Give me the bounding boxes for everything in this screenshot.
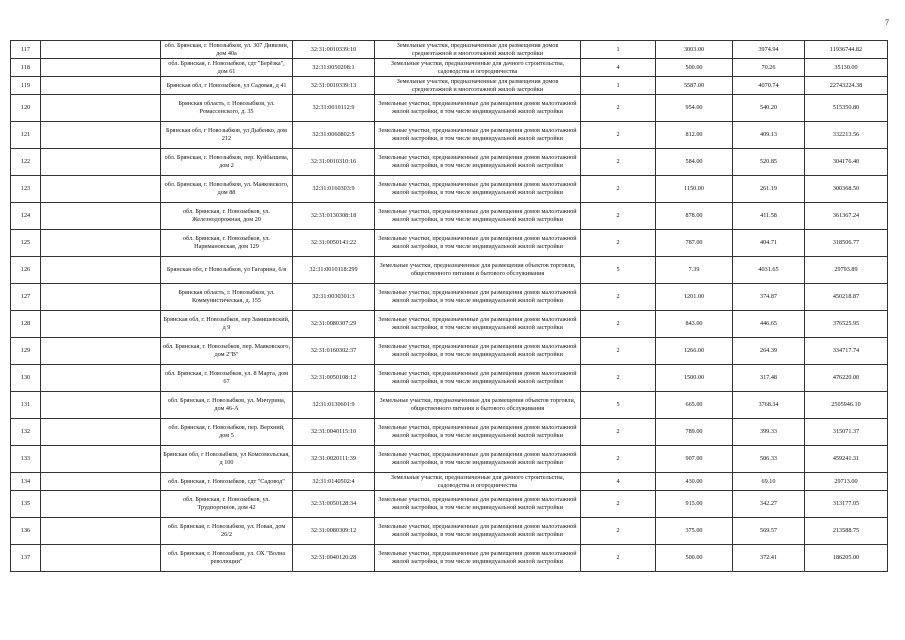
cadastral-number-cell: 32:31:0080309:12 — [293, 518, 375, 545]
cadastral-number-cell: 32:31:0010310:16 — [293, 149, 375, 176]
cadastral-value-cell: 29793.89 — [805, 257, 888, 284]
table-row — [11, 176, 888, 203]
group-cell: 2 — [581, 491, 656, 518]
page-number: 7 — [885, 18, 889, 27]
table-row — [11, 95, 888, 122]
specific-value-cell: 70.26 — [733, 59, 805, 77]
row-number-cell: 119 — [11, 77, 41, 95]
spacer-cell — [41, 473, 161, 491]
area-cell: 843.00 — [656, 311, 733, 338]
group-cell: 2 — [581, 95, 656, 122]
land-use-cell: Земельные участки, предназначенные для размещения домов среднеэтажной и многоэтажной жилой застройки — [375, 41, 581, 59]
land-use-cell: Земельные участки, предназначенные для размещения домов малоэтажной жилой застройки, в том числе индивидуальной жилой застройки — [375, 338, 581, 365]
address-cell: Брянская обл, г Новозыбков, ул Комсомольская, д 100 — [161, 446, 293, 473]
specific-value-cell: 342.27 — [733, 491, 805, 518]
spacer-cell — [41, 446, 161, 473]
cadastral-value-cell: 29713.00 — [805, 473, 888, 491]
spacer-cell — [41, 392, 161, 419]
table-row — [11, 491, 888, 518]
spacer-cell — [41, 95, 161, 122]
row-number-cell: 130 — [11, 365, 41, 392]
cadastral-number-cell: 32:31:0030301:3 — [293, 284, 375, 311]
spacer-cell — [41, 122, 161, 149]
cadastral-value-cell: 304176.40 — [805, 149, 888, 176]
table-row — [11, 473, 888, 491]
row-number-cell: 137 — [11, 545, 41, 572]
land-use-cell: Земельные участки, предназначенные для размещения домов малоэтажной жилой застройки, в том числе индивидуальной жилой застройки — [375, 284, 581, 311]
row-number-cell: 129 — [11, 338, 41, 365]
table-row — [11, 311, 888, 338]
table-body — [11, 41, 888, 572]
area-cell: 789.00 — [656, 419, 733, 446]
cadastral-value-cell: 332213.56 — [805, 122, 888, 149]
area-cell: 907.00 — [656, 446, 733, 473]
cadastral-value-cell: 22743224.38 — [805, 77, 888, 95]
row-number-cell: 126 — [11, 257, 41, 284]
cadastral-value-cell: 315071.37 — [805, 419, 888, 446]
cadastral-value-cell: 300368.50 — [805, 176, 888, 203]
land-use-cell: Земельные участки, предназначенные для размещения домов малоэтажной жилой застройки, в том числе индивидуальной жилой застройки — [375, 545, 581, 572]
group-cell: 2 — [581, 446, 656, 473]
land-use-cell: Земельные участки, предназначенные для дачного строительства, садоводства и огородничества — [375, 59, 581, 77]
cadastral-number-cell: 32:31:0130601:9 — [293, 392, 375, 419]
cadastral-value-cell: 476220.00 — [805, 365, 888, 392]
address-cell: Брянская обл, г. Новозыбков, пер Замишевский, д 9 — [161, 311, 293, 338]
cadastral-number-cell: 32:31:0010118:299 — [293, 257, 375, 284]
group-cell: 5 — [581, 392, 656, 419]
land-use-cell: Земельные участки, предназначенные для размещения домов малоэтажной жилой застройки, в том числе индивидуальной жилой застройки — [375, 365, 581, 392]
cadastral-value-cell: 450218.87 — [805, 284, 888, 311]
address-cell: Брянская обл, г Новозыбков, ул Дыбенко, дом 212 — [161, 122, 293, 149]
area-cell: 954.00 — [656, 95, 733, 122]
specific-value-cell: 3768.34 — [733, 392, 805, 419]
cadastral-number-cell: 32:31:0040120:28 — [293, 545, 375, 572]
group-cell: 5 — [581, 257, 656, 284]
row-number-cell: 120 — [11, 95, 41, 122]
land-use-cell: Земельные участки, предназначенные для размещения объектов торговли, общественного питания и бытового обслуживания — [375, 392, 581, 419]
specific-value-cell: 520.85 — [733, 149, 805, 176]
area-cell: 500.00 — [656, 59, 733, 77]
specific-value-cell: 409.13 — [733, 122, 805, 149]
address-cell: Брянская область, г. Новозыбков, ул. Ромассенского, д. 35 — [161, 95, 293, 122]
address-cell: обл. Брянская, г. Новозыбков, пер. Маяковского, дом 2"В" — [161, 338, 293, 365]
table-row — [11, 77, 888, 95]
group-cell: 4 — [581, 59, 656, 77]
spacer-cell — [41, 545, 161, 572]
area-cell: 7.39 — [656, 257, 733, 284]
group-cell: 2 — [581, 419, 656, 446]
row-number-cell: 122 — [11, 149, 41, 176]
spacer-cell — [41, 257, 161, 284]
table-row — [11, 203, 888, 230]
row-number-cell: 121 — [11, 122, 41, 149]
group-cell: 2 — [581, 518, 656, 545]
specific-value-cell: 404.71 — [733, 230, 805, 257]
spacer-cell — [41, 230, 161, 257]
cadastral-number-cell: 32:31:0060802:5 — [293, 122, 375, 149]
spacer-cell — [41, 518, 161, 545]
area-cell: 375.00 — [656, 518, 733, 545]
cadastral-number-cell: 32:31:0160303:9 — [293, 176, 375, 203]
cadastral-value-cell: 361367.24 — [805, 203, 888, 230]
specific-value-cell: 3974.94 — [733, 41, 805, 59]
cadastral-value-cell: 376525.95 — [805, 311, 888, 338]
specific-value-cell: 4031.65 — [733, 257, 805, 284]
address-cell: обл. Брянская, г. Новозыбков, ул. 8 Марта, дом 67 — [161, 365, 293, 392]
group-cell: 2 — [581, 230, 656, 257]
specific-value-cell: 264.39 — [733, 338, 805, 365]
specific-value-cell: 411.58 — [733, 203, 805, 230]
area-cell: 665.00 — [656, 392, 733, 419]
group-cell: 2 — [581, 365, 656, 392]
address-cell: обл. Брянская, г. Новозыбков, сдт "Садовод" — [161, 473, 293, 491]
area-cell: 3003.00 — [656, 41, 733, 59]
land-use-cell: Земельные участки, предназначенные для размещения домов малоэтажной жилой застройки, в том числе индивидуальной жилой застройки — [375, 95, 581, 122]
cadastral-number-cell: 32:31:0140502:4 — [293, 473, 375, 491]
cadastral-number-cell: 32:31:0160302:37 — [293, 338, 375, 365]
area-cell: 878.00 — [656, 203, 733, 230]
specific-value-cell: 261.19 — [733, 176, 805, 203]
row-number-cell: 124 — [11, 203, 41, 230]
land-use-cell: Земельные участки, предназначенные для размещения домов малоэтажной жилой застройки, в том числе индивидуальной жилой застройки — [375, 419, 581, 446]
cadastral-value-cell: 186205.00 — [805, 545, 888, 572]
table-row — [11, 41, 888, 59]
area-cell: 1500.00 — [656, 365, 733, 392]
row-number-cell: 132 — [11, 419, 41, 446]
group-cell: 2 — [581, 545, 656, 572]
area-cell: 915.00 — [656, 491, 733, 518]
cadastral-value-cell: 334717.74 — [805, 338, 888, 365]
address-cell: Брянская область, г. Новозыбков, ул. Коммунистическая, д. 155 — [161, 284, 293, 311]
cadastral-value-cell: 318506.77 — [805, 230, 888, 257]
address-cell: обл. Брянская, г. Новозыбков, пер. Верхний, дом 5 — [161, 419, 293, 446]
cadastral-number-cell: 32:31:0010339:10 — [293, 41, 375, 59]
address-cell: Брянская обл, г Новозыбков, ул Гагарина, 6/в — [161, 257, 293, 284]
group-cell: 1 — [581, 77, 656, 95]
table-row — [11, 545, 888, 572]
cadastral-number-cell: 32:31:0010339:13 — [293, 77, 375, 95]
table-row — [11, 446, 888, 473]
area-cell: 1150.00 — [656, 176, 733, 203]
spacer-cell — [41, 77, 161, 95]
spacer-cell — [41, 365, 161, 392]
land-use-cell: Земельные участки, предназначенные для дачного строительства, садоводства и огородничества — [375, 473, 581, 491]
spacer-cell — [41, 176, 161, 203]
cadastral-value-cell: 313177.05 — [805, 491, 888, 518]
specific-value-cell: 372.41 — [733, 545, 805, 572]
row-number-cell: 134 — [11, 473, 41, 491]
area-cell: 500.00 — [656, 545, 733, 572]
table-row — [11, 59, 888, 77]
address-cell: обл. Брянская, г. Новозыбков, ул. Маяковского, дом 88 — [161, 176, 293, 203]
table-row — [11, 338, 888, 365]
specific-value-cell: 317.48 — [733, 365, 805, 392]
address-cell: обл. Брянская, г. Новозыбков, ул. ОХ "Волна революции" — [161, 545, 293, 572]
row-number-cell: 131 — [11, 392, 41, 419]
area-cell: 1201.00 — [656, 284, 733, 311]
group-cell: 2 — [581, 203, 656, 230]
table-row — [11, 365, 888, 392]
address-cell: обл. Брянская, г. Новозыбков, сдт "Берёзка", дом 61 — [161, 59, 293, 77]
area-cell: 430.00 — [656, 473, 733, 491]
row-number-cell: 128 — [11, 311, 41, 338]
land-use-cell: Земельные участки, предназначенные для размещения домов малоэтажной жилой застройки, в том числе индивидуальной жилой застройки — [375, 149, 581, 176]
spacer-cell — [41, 41, 161, 59]
table-row — [11, 284, 888, 311]
cadastral-value-cell: 515350.80 — [805, 95, 888, 122]
area-cell: 812.00 — [656, 122, 733, 149]
group-cell: 2 — [581, 311, 656, 338]
address-cell: обл. Брянская, г. Новозыбков, ул. 307 Дивизии, дом 40а — [161, 41, 293, 59]
cadastral-number-cell: 32:31:0040115:10 — [293, 419, 375, 446]
group-cell: 4 — [581, 473, 656, 491]
group-cell: 2 — [581, 284, 656, 311]
cadastral-number-cell: 32:31:0080307:29 — [293, 311, 375, 338]
specific-value-cell: 540.20 — [733, 95, 805, 122]
cadastral-number-cell: 32:31:0050128:34 — [293, 491, 375, 518]
area-cell: 584.00 — [656, 149, 733, 176]
table-row — [11, 518, 888, 545]
land-use-cell: Земельные участки, предназначенные для размещения домов малоэтажной жилой застройки, в том числе индивидуальной жилой застройки — [375, 518, 581, 545]
land-use-cell: Земельные участки, предназначенные для размещения домов малоэтажной жилой застройки, в том числе индивидуальной жилой застройки — [375, 446, 581, 473]
address-cell: обл. Брянская, г. Новозыбков, ул. Наримановская, дом 129 — [161, 230, 293, 257]
cadastral-value-cell: 11936744.82 — [805, 41, 888, 59]
cadastral-value-cell: 35130.00 — [805, 59, 888, 77]
specific-value-cell: 569.57 — [733, 518, 805, 545]
spacer-cell — [41, 59, 161, 77]
area-cell: 787.00 — [656, 230, 733, 257]
cadastral-number-cell: 32:31:0050208:1 — [293, 59, 375, 77]
row-number-cell: 135 — [11, 491, 41, 518]
land-use-cell: Земельные участки, предназначенные для размещения домов малоэтажной жилой застройки, в том числе индивидуальной жилой застройки — [375, 230, 581, 257]
land-use-cell: Земельные участки, предназначенные для размещения домов малоэтажной жилой застройки, в том числе индивидуальной жилой застройки — [375, 176, 581, 203]
row-number-cell: 117 — [11, 41, 41, 59]
group-cell: 1 — [581, 41, 656, 59]
specific-value-cell: 446.65 — [733, 311, 805, 338]
address-cell: обл. Брянская, г. Новозыбков, пер. Куйбышева, дом 2 — [161, 149, 293, 176]
address-cell: обл. Брянская, г. Новозыбков, ул. Новая, дом 26/2 — [161, 518, 293, 545]
address-cell: обл. Брянская, г. Новозыбков, ул. Мичурина, дом 46-А — [161, 392, 293, 419]
land-use-cell: Земельные участки, предназначенные для размещения домов среднеэтажной и многоэтажной жилой застройки — [375, 77, 581, 95]
cadastral-value-cell: 459241.31 — [805, 446, 888, 473]
land-use-cell: Земельные участки, предназначенные для размещения домов малоэтажной жилой застройки, в том числе индивидуальной жилой застройки — [375, 122, 581, 149]
spacer-cell — [41, 491, 161, 518]
cadastral-number-cell: 32:31:0050108:12 — [293, 365, 375, 392]
specific-value-cell: 506.33 — [733, 446, 805, 473]
land-use-cell: Земельные участки, предназначенные для размещения домов малоэтажной жилой застройки, в том числе индивидуальной жилой застройки — [375, 203, 581, 230]
address-cell: Брянская обл, г Новозыбков, ул Садовая, д 41 — [161, 77, 293, 95]
table-row — [11, 230, 888, 257]
row-number-cell: 136 — [11, 518, 41, 545]
group-cell: 2 — [581, 338, 656, 365]
row-number-cell: 133 — [11, 446, 41, 473]
cadastral-value-table — [10, 40, 888, 572]
spacer-cell — [41, 284, 161, 311]
specific-value-cell: 399.33 — [733, 419, 805, 446]
table-row — [11, 419, 888, 446]
cadastral-value-cell: 2505946.10 — [805, 392, 888, 419]
address-cell: обл. Брянская, г. Новозыбков, ул. Трудпоргинов, дом 42 — [161, 491, 293, 518]
table-row — [11, 149, 888, 176]
area-cell: 5587.00 — [656, 77, 733, 95]
spacer-cell — [41, 311, 161, 338]
area-cell: 1266.00 — [656, 338, 733, 365]
cadastral-number-cell: 32:31:0010112:9 — [293, 95, 375, 122]
table-row — [11, 392, 888, 419]
land-use-cell: Земельные участки, предназначенные для размещения домов малоэтажной жилой застройки, в том числе индивидуальной жилой застройки — [375, 311, 581, 338]
spacer-cell — [41, 203, 161, 230]
spacer-cell — [41, 338, 161, 365]
group-cell: 2 — [581, 149, 656, 176]
group-cell: 2 — [581, 176, 656, 203]
spacer-cell — [41, 419, 161, 446]
specific-value-cell: 374.87 — [733, 284, 805, 311]
row-number-cell: 125 — [11, 230, 41, 257]
cadastral-number-cell: 32:31:0130308:18 — [293, 203, 375, 230]
row-number-cell: 123 — [11, 176, 41, 203]
specific-value-cell: 4070.74 — [733, 77, 805, 95]
table-row — [11, 257, 888, 284]
table-row — [11, 122, 888, 149]
address-cell: обл. Брянская, г. Новозыбков, ул. Железнодорожная, дом 20 — [161, 203, 293, 230]
land-use-cell: Земельные участки, предназначенные для размещения домов малоэтажной жилой застройки, в том числе индивидуальной жилой застройки — [375, 491, 581, 518]
row-number-cell: 127 — [11, 284, 41, 311]
spacer-cell — [41, 149, 161, 176]
land-use-cell: Земельные участки, предназначенные для размещения объектов торговли, общественного питания и бытового обслуживания — [375, 257, 581, 284]
cadastral-number-cell: 32:31:0020111:39 — [293, 446, 375, 473]
row-number-cell: 118 — [11, 59, 41, 77]
cadastral-number-cell: 32:31:0050143:22 — [293, 230, 375, 257]
cadastral-value-cell: 213588.75 — [805, 518, 888, 545]
group-cell: 2 — [581, 122, 656, 149]
specific-value-cell: 69.10 — [733, 473, 805, 491]
